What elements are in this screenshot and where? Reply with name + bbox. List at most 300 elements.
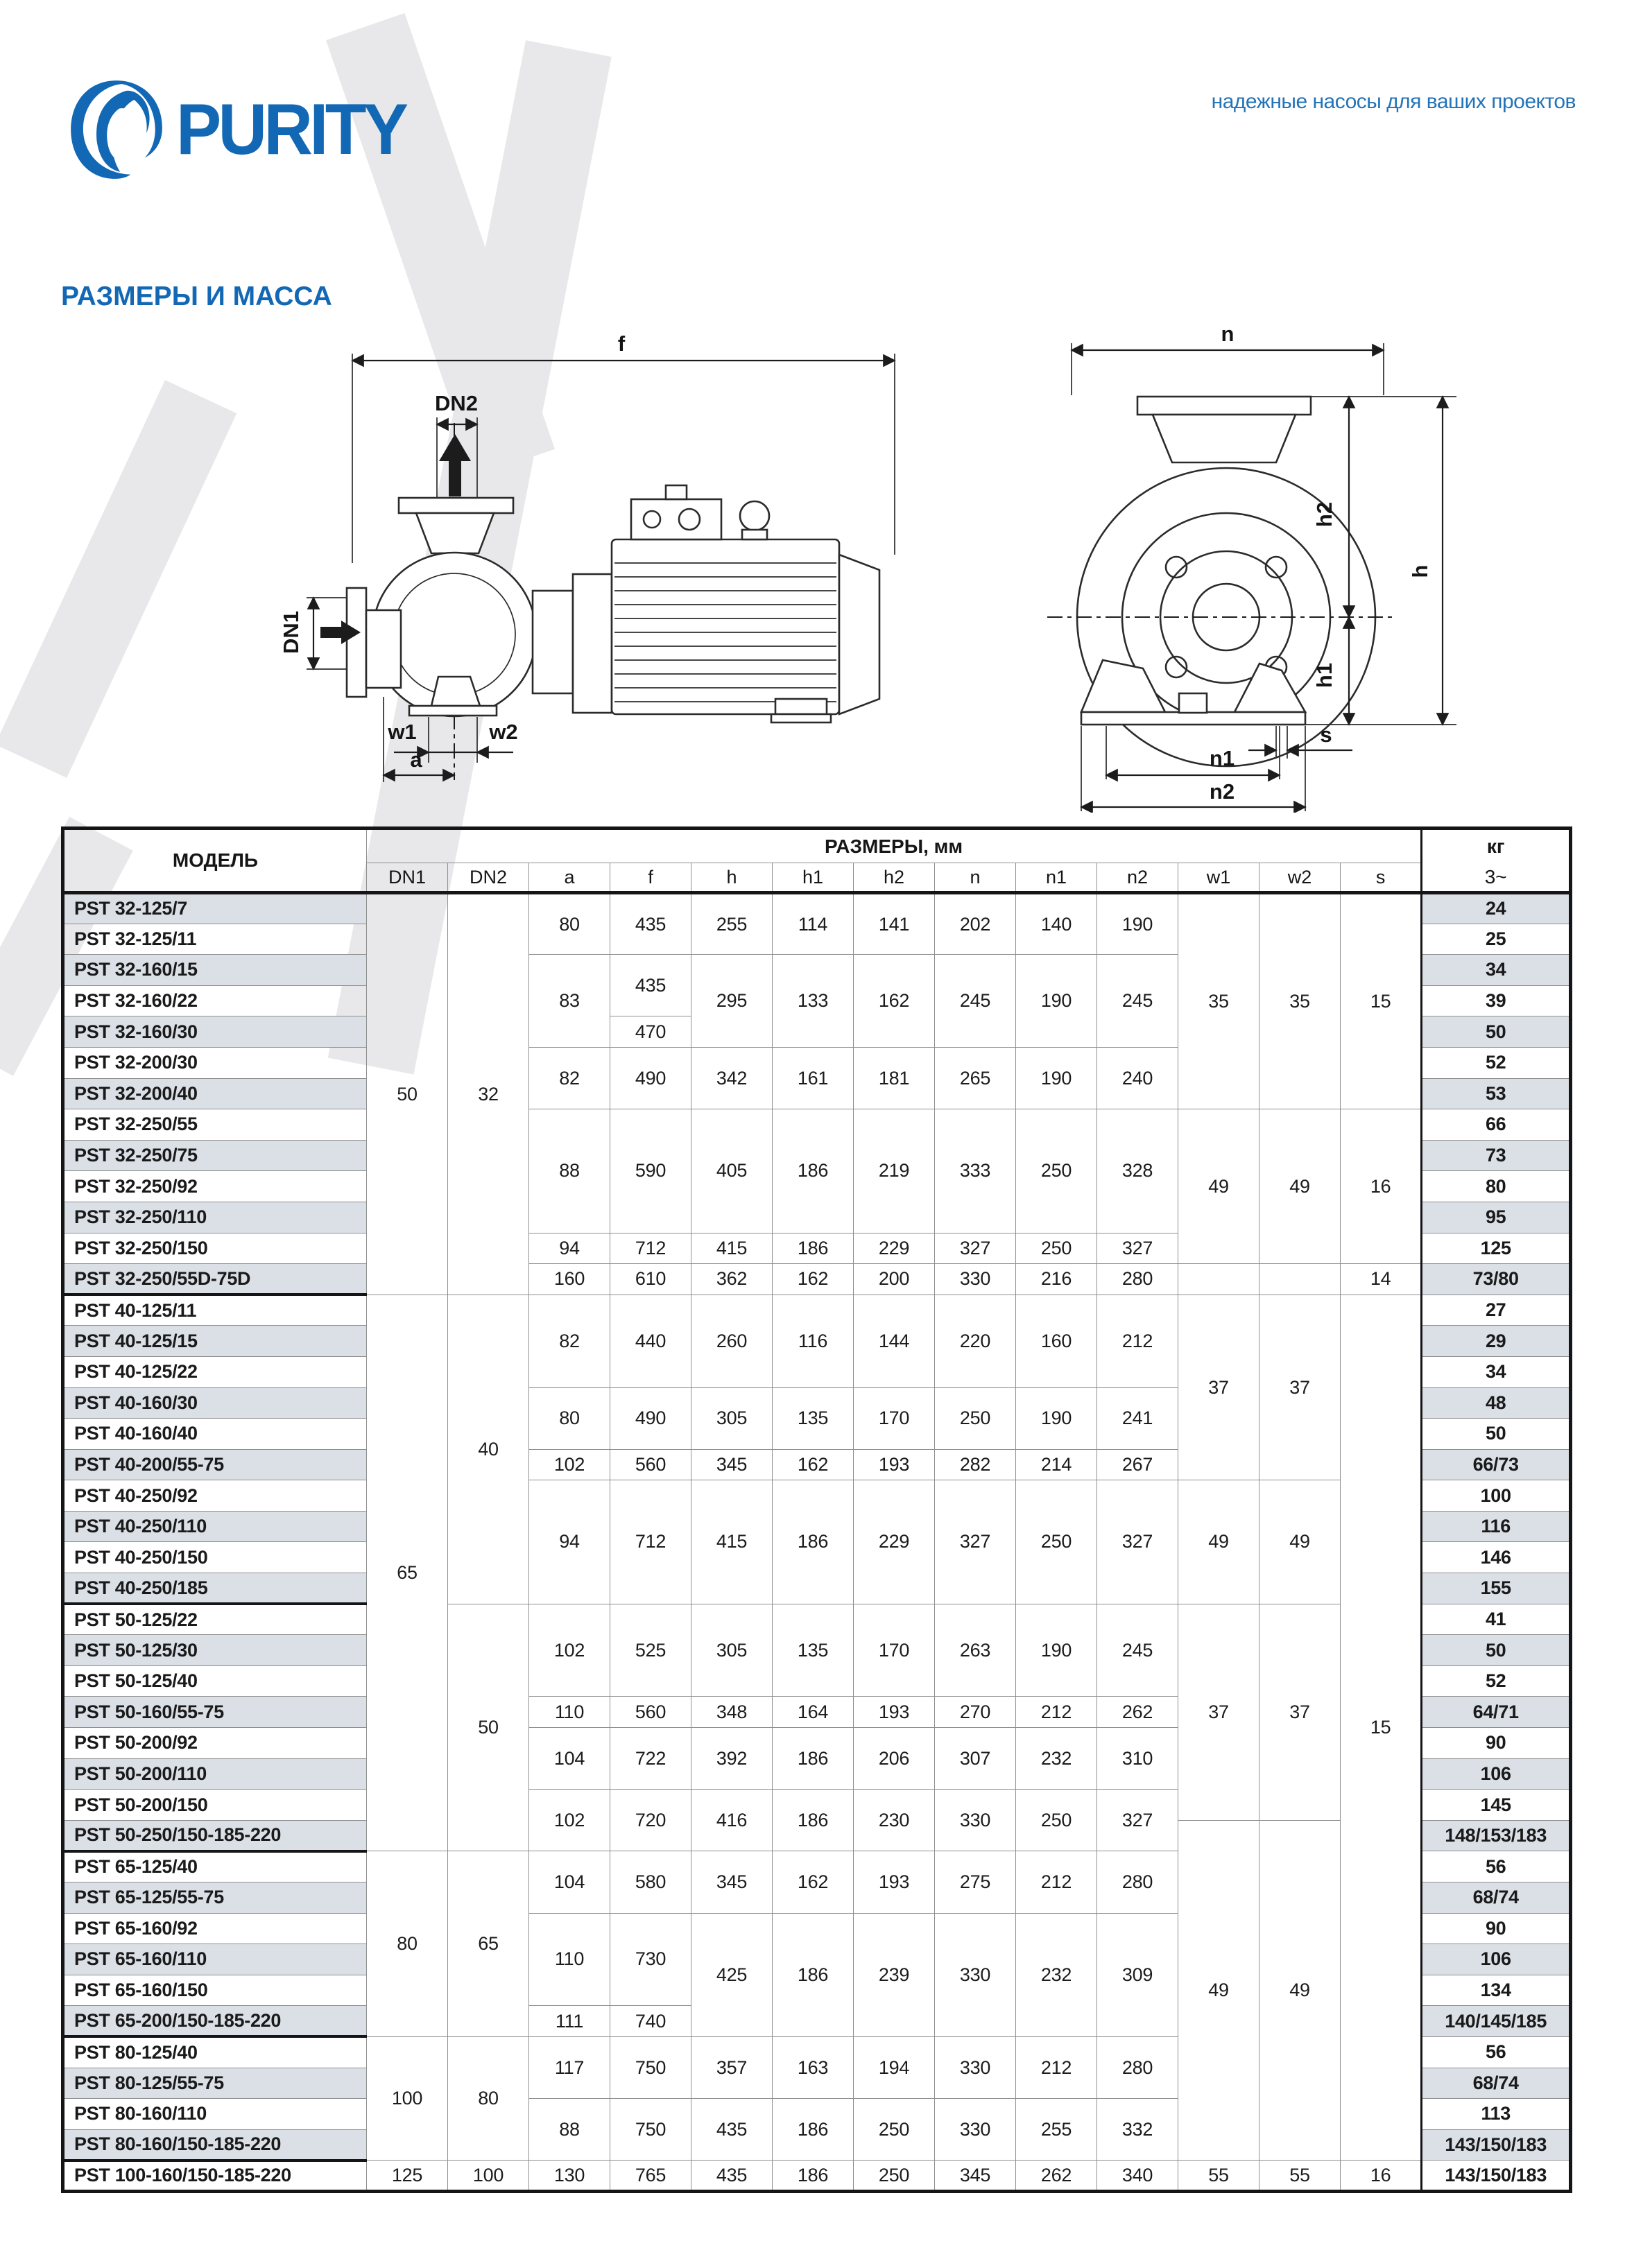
dim-cell-f: 560 bbox=[610, 1449, 691, 1480]
dim-cell-h: 435 bbox=[691, 2099, 773, 2161]
dim-cell-n2: 190 bbox=[1097, 893, 1178, 955]
dim-label-f: f bbox=[617, 331, 626, 356]
dim-cell-h1: 116 bbox=[773, 1295, 854, 1387]
dim-cell-w1: 35 bbox=[1178, 893, 1259, 1109]
dim-cell-h1: 161 bbox=[773, 1047, 854, 1109]
dim-cell-f: 435 bbox=[610, 893, 691, 955]
dim-cell-dn2: 50 bbox=[448, 1604, 529, 1851]
dim-cell-dn2: 40 bbox=[448, 1295, 529, 1604]
model-cell: PST 32-250/110 bbox=[63, 1202, 367, 1233]
model-cell: PST 32-250/75 bbox=[63, 1140, 367, 1171]
brand-logo bbox=[64, 75, 420, 184]
weight-cell: 134 bbox=[1422, 1975, 1571, 2006]
weight-cell: 155 bbox=[1422, 1573, 1571, 1604]
dim-cell-h: 415 bbox=[691, 1233, 773, 1264]
dim-cell-f: 750 bbox=[610, 2036, 691, 2098]
col-header-DN2: DN2 bbox=[448, 863, 529, 893]
weight-phase-label: 3~ bbox=[1484, 866, 1507, 888]
pump-front-view-drawing bbox=[1006, 313, 1491, 813]
dim-cell-h: 305 bbox=[691, 1604, 773, 1697]
weight-cell: 146 bbox=[1422, 1542, 1571, 1573]
col-header-w2: w2 bbox=[1259, 863, 1341, 893]
model-column-header: МОДЕЛЬ bbox=[63, 829, 367, 893]
table-row bbox=[63, 1109, 1571, 1141]
weight-cell: 113 bbox=[1422, 2099, 1571, 2130]
table-row bbox=[63, 2161, 1571, 2192]
model-cell: PST 50-200/150 bbox=[63, 1790, 367, 1821]
dim-cell-h1: 135 bbox=[773, 1387, 854, 1449]
dim-cell-h2: 193 bbox=[854, 1697, 935, 1728]
col-header-a: a bbox=[529, 863, 610, 893]
model-cell: PST 50-125/22 bbox=[63, 1604, 367, 1635]
dim-cell-n: 307 bbox=[935, 1728, 1016, 1790]
dim-cell-f: 722 bbox=[610, 1728, 691, 1790]
model-cell: PST 32-200/30 bbox=[63, 1047, 367, 1078]
dim-cell-f: 525 bbox=[610, 1604, 691, 1697]
dim-cell-w2: 55 bbox=[1259, 2161, 1341, 2192]
weight-cell: 34 bbox=[1422, 955, 1571, 986]
weight-cell: 106 bbox=[1422, 1944, 1571, 1975]
dim-label-h: h bbox=[1408, 564, 1432, 578]
weight-cell: 25 bbox=[1422, 924, 1571, 955]
weight-cell: 143/150/183 bbox=[1422, 2129, 1571, 2161]
weight-cell: 73/80 bbox=[1422, 1264, 1571, 1295]
weight-cell: 53 bbox=[1422, 1078, 1571, 1109]
dim-cell-n1: 190 bbox=[1016, 1047, 1097, 1109]
dim-cell-n: 330 bbox=[935, 1264, 1016, 1295]
dim-cell-h1: 163 bbox=[773, 2036, 854, 2098]
model-cell: PST 32-160/30 bbox=[63, 1016, 367, 1048]
dim-cell-a: 111 bbox=[529, 2006, 610, 2037]
dim-cell-h: 305 bbox=[691, 1387, 773, 1449]
dim-cell-h1: 186 bbox=[773, 1790, 854, 1851]
dim-label-dn1: DN1 bbox=[279, 610, 303, 655]
dim-cell-a: 80 bbox=[529, 893, 610, 955]
pump-casing bbox=[347, 498, 536, 716]
dim-cell-h2: 162 bbox=[854, 955, 935, 1048]
dim-cell-n1: 212 bbox=[1016, 2036, 1097, 2098]
dim-cell-dn1: 100 bbox=[367, 2036, 448, 2160]
dim-cell-dn1: 80 bbox=[367, 1851, 448, 2037]
weight-cell: 50 bbox=[1422, 1635, 1571, 1666]
model-cell: PST 40-250/185 bbox=[63, 1573, 367, 1604]
weight-cell: 50 bbox=[1422, 1419, 1571, 1450]
dim-cell-n1: 232 bbox=[1016, 1728, 1097, 1790]
dim-cell-h: 348 bbox=[691, 1697, 773, 1728]
pump-side-view-drawing bbox=[277, 319, 922, 790]
dim-cell-n2: 245 bbox=[1097, 955, 1178, 1048]
dim-cell-s: 14 bbox=[1341, 1264, 1422, 1295]
dim-cell-h1: 186 bbox=[773, 2161, 854, 2192]
model-cell: PST 32-250/55D-75D bbox=[63, 1264, 367, 1295]
weight-cell: 48 bbox=[1422, 1387, 1571, 1419]
model-cell: PST 32-250/150 bbox=[63, 1233, 367, 1264]
model-cell: PST 50-160/55-75 bbox=[63, 1697, 367, 1728]
dim-label-w2: w2 bbox=[489, 720, 518, 744]
model-cell: PST 32-200/40 bbox=[63, 1078, 367, 1109]
dim-cell-n: 265 bbox=[935, 1047, 1016, 1109]
brand-name: PURITY bbox=[176, 89, 406, 170]
col-header-h2: h2 bbox=[854, 863, 935, 893]
weight-cell: 148/153/183 bbox=[1422, 1820, 1571, 1851]
dim-cell-h2: 144 bbox=[854, 1295, 935, 1387]
dim-cell-h2: 229 bbox=[854, 1233, 935, 1264]
model-cell: PST 40-125/22 bbox=[63, 1356, 367, 1387]
dim-cell-w2: 37 bbox=[1259, 1604, 1341, 1820]
model-cell: PST 50-125/40 bbox=[63, 1665, 367, 1697]
dim-cell-n: 282 bbox=[935, 1449, 1016, 1480]
dim-cell-n: 330 bbox=[935, 2036, 1016, 2098]
weight-cell: 143/150/183 bbox=[1422, 2161, 1571, 2192]
model-cell: PST 40-200/55-75 bbox=[63, 1449, 367, 1480]
dim-cell-h2: 170 bbox=[854, 1387, 935, 1449]
col-header-n2: n2 bbox=[1097, 863, 1178, 893]
dim-cell-n1: 232 bbox=[1016, 1913, 1097, 2036]
col-header-s: s bbox=[1341, 863, 1422, 893]
watermark-stripe bbox=[0, 380, 237, 778]
dim-cell-a: 94 bbox=[529, 1480, 610, 1604]
dim-cell-f: 730 bbox=[610, 1913, 691, 2006]
dim-cell-w2: 37 bbox=[1259, 1295, 1341, 1480]
dim-cell-a: 80 bbox=[529, 1387, 610, 1449]
dim-cell-n1: 190 bbox=[1016, 1604, 1097, 1697]
dim-cell-h: 342 bbox=[691, 1047, 773, 1109]
dimension-dn2 bbox=[435, 391, 478, 498]
dim-cell-n1: 214 bbox=[1016, 1449, 1097, 1480]
dim-cell-n2: 332 bbox=[1097, 2099, 1178, 2161]
dim-cell-h2: 141 bbox=[854, 893, 935, 955]
dim-cell-n1: 262 bbox=[1016, 2161, 1097, 2192]
dim-cell-n: 263 bbox=[935, 1604, 1016, 1697]
dim-cell-n2: 280 bbox=[1097, 2036, 1178, 2098]
dim-cell-n2: 280 bbox=[1097, 1851, 1178, 1913]
dim-cell-n2: 262 bbox=[1097, 1697, 1178, 1728]
dim-cell-n1: 216 bbox=[1016, 1264, 1097, 1295]
dim-cell-n: 275 bbox=[935, 1851, 1016, 1913]
col-header-h: h bbox=[691, 863, 773, 893]
dim-cell-a: 160 bbox=[529, 1264, 610, 1295]
model-cell: PST 32-250/55 bbox=[63, 1109, 367, 1141]
dim-cell-n2: 267 bbox=[1097, 1449, 1178, 1480]
dim-cell-h1: 186 bbox=[773, 1109, 854, 1233]
dim-cell-h1: 133 bbox=[773, 955, 854, 1048]
model-cell: PST 50-250/150-185-220 bbox=[63, 1820, 367, 1851]
weight-cell: 41 bbox=[1422, 1604, 1571, 1635]
dim-cell-f: 440 bbox=[610, 1295, 691, 1387]
dim-cell-h1: 186 bbox=[773, 2099, 854, 2161]
table-header bbox=[63, 829, 1571, 893]
dim-cell-a: 94 bbox=[529, 1233, 610, 1264]
dim-cell-h1: 164 bbox=[773, 1697, 854, 1728]
dim-cell-h2: 229 bbox=[854, 1480, 935, 1604]
dim-label-a: a bbox=[410, 747, 422, 772]
dim-cell-a: 88 bbox=[529, 1109, 610, 1233]
dim-cell-h1: 186 bbox=[773, 1233, 854, 1264]
dim-cell-w1: 49 bbox=[1178, 1480, 1259, 1604]
dim-cell-w2: 49 bbox=[1259, 1480, 1341, 1604]
weight-cell: 39 bbox=[1422, 985, 1571, 1016]
dim-cell-s: 16 bbox=[1341, 2161, 1422, 2192]
dim-cell-n: 330 bbox=[935, 1790, 1016, 1851]
dim-cell-h: 415 bbox=[691, 1480, 773, 1604]
model-cell: PST 65-160/150 bbox=[63, 1975, 367, 2006]
dim-cell-n1: 255 bbox=[1016, 2099, 1097, 2161]
col-header-f: f bbox=[610, 863, 691, 893]
weight-cell: 24 bbox=[1422, 893, 1571, 924]
dim-cell-n: 220 bbox=[935, 1295, 1016, 1387]
model-cell: PST 32-160/15 bbox=[63, 955, 367, 986]
dim-cell-h: 405 bbox=[691, 1109, 773, 1233]
terminal-box bbox=[631, 499, 721, 539]
table-row bbox=[63, 1295, 1571, 1326]
dim-cell-n1: 140 bbox=[1016, 893, 1097, 955]
dim-cell-h1: 162 bbox=[773, 1851, 854, 1913]
weight-cell: 145 bbox=[1422, 1790, 1571, 1821]
dim-cell-n2: 212 bbox=[1097, 1295, 1178, 1387]
dim-cell-h2: 193 bbox=[854, 1449, 935, 1480]
col-header-h1: h1 bbox=[773, 863, 854, 893]
dimensions-table bbox=[61, 826, 1572, 2193]
model-cell: PST 65-160/92 bbox=[63, 1913, 367, 1944]
model-cell: PST 32-160/22 bbox=[63, 985, 367, 1016]
weight-cell: 95 bbox=[1422, 1202, 1571, 1233]
dim-cell-n: 327 bbox=[935, 1233, 1016, 1264]
dim-cell-h: 435 bbox=[691, 2161, 773, 2192]
model-cell: PST 40-160/30 bbox=[63, 1387, 367, 1419]
pump-front-casing bbox=[1047, 397, 1394, 766]
dim-cell-n2: 280 bbox=[1097, 1264, 1178, 1295]
model-cell: PST 50-200/110 bbox=[63, 1758, 367, 1790]
dim-cell-n: 202 bbox=[935, 893, 1016, 955]
dim-cell-w1: 55 bbox=[1178, 2161, 1259, 2192]
dim-cell-h: 392 bbox=[691, 1728, 773, 1790]
dim-cell-w2: 49 bbox=[1259, 1109, 1341, 1264]
dim-cell-dn2: 100 bbox=[448, 2161, 529, 2192]
lifting-eye bbox=[740, 501, 769, 530]
dim-cell-f: 580 bbox=[610, 1851, 691, 1913]
dim-label-s: s bbox=[1320, 722, 1332, 747]
col-header-n: n bbox=[935, 863, 1016, 893]
dim-cell-a: 104 bbox=[529, 1851, 610, 1913]
weight-cell: 90 bbox=[1422, 1728, 1571, 1759]
dim-cell-f: 750 bbox=[610, 2099, 691, 2161]
table-row bbox=[63, 893, 1571, 924]
dim-cell-n: 333 bbox=[935, 1109, 1016, 1233]
model-cell: PST 32-250/92 bbox=[63, 1171, 367, 1202]
dim-cell-n1: 250 bbox=[1016, 1790, 1097, 1851]
dim-cell-h1: 135 bbox=[773, 1604, 854, 1697]
dim-cell-h2: 250 bbox=[854, 2161, 935, 2192]
dim-cell-n2: 245 bbox=[1097, 1604, 1178, 1697]
dim-cell-h2: 206 bbox=[854, 1728, 935, 1790]
dim-cell-n: 330 bbox=[935, 2099, 1016, 2161]
dim-cell-n: 245 bbox=[935, 955, 1016, 1048]
model-cell: PST 65-200/150-185-220 bbox=[63, 2006, 367, 2037]
dim-cell-h2: 170 bbox=[854, 1604, 935, 1697]
dim-cell-h: 345 bbox=[691, 1851, 773, 1913]
weight-cell: 64/71 bbox=[1422, 1697, 1571, 1728]
weight-cell: 29 bbox=[1422, 1326, 1571, 1357]
dim-label-dn2: DN2 bbox=[434, 391, 479, 415]
dim-cell-n: 330 bbox=[935, 1913, 1016, 2036]
dim-cell-f: 712 bbox=[610, 1480, 691, 1604]
dim-cell-n2: 327 bbox=[1097, 1233, 1178, 1264]
dim-cell-dn2: 65 bbox=[448, 1851, 529, 2037]
dim-cell-n2: 309 bbox=[1097, 1913, 1178, 2036]
dim-cell-f: 765 bbox=[610, 2161, 691, 2192]
purity-logo-icon bbox=[64, 75, 169, 184]
dim-cell-n1: 250 bbox=[1016, 1480, 1097, 1604]
dim-cell-n1: 190 bbox=[1016, 955, 1097, 1048]
dim-cell-s: 15 bbox=[1341, 1295, 1422, 2161]
weight-cell: 66/73 bbox=[1422, 1449, 1571, 1480]
dim-label-w1: w1 bbox=[388, 720, 417, 744]
dim-cell-h: 255 bbox=[691, 893, 773, 955]
dim-cell-s: 15 bbox=[1341, 893, 1422, 1109]
dim-cell-w2 bbox=[1259, 1264, 1341, 1295]
weight-cell: 34 bbox=[1422, 1356, 1571, 1387]
dim-cell-f: 610 bbox=[610, 1264, 691, 1295]
dim-cell-h: 357 bbox=[691, 2036, 773, 2098]
dim-cell-h2: 194 bbox=[854, 2036, 935, 2098]
dim-cell-f: 490 bbox=[610, 1387, 691, 1449]
weight-cell: 27 bbox=[1422, 1295, 1571, 1326]
dim-cell-h2: 193 bbox=[854, 1851, 935, 1913]
dim-cell-h: 362 bbox=[691, 1264, 773, 1295]
model-cell: PST 80-125/55-75 bbox=[63, 2068, 367, 2099]
dim-cell-h2: 230 bbox=[854, 1790, 935, 1851]
dim-cell-w1: 37 bbox=[1178, 1604, 1259, 1820]
dim-cell-a: 102 bbox=[529, 1604, 610, 1697]
dim-cell-h1: 162 bbox=[773, 1449, 854, 1480]
dim-cell-n: 327 bbox=[935, 1480, 1016, 1604]
dim-cell-a: 83 bbox=[529, 955, 610, 1048]
col-header-w1: w1 bbox=[1178, 863, 1259, 893]
dim-cell-h2: 200 bbox=[854, 1264, 935, 1295]
dim-cell-n: 345 bbox=[935, 2161, 1016, 2192]
col-header-DN1: DN1 bbox=[367, 863, 448, 893]
model-cell: PST 65-125/55-75 bbox=[63, 1882, 367, 1914]
dim-label-n: n bbox=[1221, 322, 1235, 346]
page-title: РАЗМЕРЫ И МАССА bbox=[61, 282, 332, 311]
dim-cell-n2: 241 bbox=[1097, 1387, 1178, 1449]
model-cell: PST 40-250/92 bbox=[63, 1480, 367, 1512]
dim-cell-w2: 35 bbox=[1259, 893, 1341, 1109]
weight-cell: 66 bbox=[1422, 1109, 1571, 1141]
dim-cell-n1: 160 bbox=[1016, 1295, 1097, 1387]
weight-cell: 68/74 bbox=[1422, 2068, 1571, 2099]
model-cell: PST 40-160/40 bbox=[63, 1419, 367, 1450]
model-cell: PST 32-125/11 bbox=[63, 924, 367, 955]
dim-cell-a: 102 bbox=[529, 1790, 610, 1851]
dim-cell-f: 740 bbox=[610, 2006, 691, 2037]
dim-cell-n1: 250 bbox=[1016, 1109, 1097, 1233]
dim-cell-f: 470 bbox=[610, 1016, 691, 1048]
weight-cell: 56 bbox=[1422, 2036, 1571, 2068]
weight-column-header bbox=[1422, 829, 1571, 893]
dim-cell-a: 102 bbox=[529, 1449, 610, 1480]
dim-cell-dn2: 80 bbox=[448, 2036, 529, 2160]
dim-cell-f: 435 bbox=[610, 955, 691, 1016]
dim-cell-dn1: 65 bbox=[367, 1295, 448, 1851]
weight-cell: 73 bbox=[1422, 1140, 1571, 1171]
dim-cell-h: 416 bbox=[691, 1790, 773, 1851]
weight-cell: 68/74 bbox=[1422, 1882, 1571, 1914]
dim-cell-n2: 240 bbox=[1097, 1047, 1178, 1109]
dim-cell-h: 295 bbox=[691, 955, 773, 1048]
motor-rear-cap bbox=[839, 555, 879, 714]
model-cell: PST 100-160/150-185-220 bbox=[63, 2161, 367, 2192]
dim-cell-n1: 190 bbox=[1016, 1387, 1097, 1449]
table-body bbox=[63, 893, 1571, 2192]
model-cell: PST 40-125/15 bbox=[63, 1326, 367, 1357]
dim-cell-w1 bbox=[1178, 1264, 1259, 1295]
dim-cell-h: 345 bbox=[691, 1449, 773, 1480]
dim-cell-n2: 327 bbox=[1097, 1480, 1178, 1604]
weight-cell: 50 bbox=[1422, 1016, 1571, 1048]
model-cell: PST 32-125/7 bbox=[63, 893, 367, 924]
dim-cell-h2: 219 bbox=[854, 1109, 935, 1233]
weight-cell: 116 bbox=[1422, 1511, 1571, 1542]
dimensions-group-header: РАЗМЕРЫ, мм bbox=[367, 829, 1422, 863]
model-cell: PST 40-250/150 bbox=[63, 1542, 367, 1573]
model-cell: PST 65-160/110 bbox=[63, 1944, 367, 1975]
dim-cell-h2: 250 bbox=[854, 2099, 935, 2161]
dim-cell-h1: 186 bbox=[773, 1480, 854, 1604]
dim-cell-n: 270 bbox=[935, 1697, 1016, 1728]
dim-cell-w1: 37 bbox=[1178, 1295, 1259, 1480]
dim-cell-a: 88 bbox=[529, 2099, 610, 2161]
dim-cell-a: 82 bbox=[529, 1047, 610, 1109]
dim-cell-w1: 49 bbox=[1178, 1109, 1259, 1264]
dimension-n bbox=[1072, 322, 1384, 395]
dim-cell-h2: 181 bbox=[854, 1047, 935, 1109]
model-cell: PST 40-125/11 bbox=[63, 1295, 367, 1326]
dim-cell-a: 82 bbox=[529, 1295, 610, 1387]
weight-cell: 56 bbox=[1422, 1851, 1571, 1882]
dim-cell-f: 560 bbox=[610, 1697, 691, 1728]
dim-cell-a: 117 bbox=[529, 2036, 610, 2098]
model-cell: PST 50-200/92 bbox=[63, 1728, 367, 1759]
dim-cell-n2: 310 bbox=[1097, 1728, 1178, 1790]
dim-cell-h2: 239 bbox=[854, 1913, 935, 2036]
dim-label-h1: h1 bbox=[1312, 662, 1336, 689]
dim-cell-h1: 114 bbox=[773, 893, 854, 955]
dim-label-n1: n1 bbox=[1209, 746, 1235, 770]
dim-cell-n2: 327 bbox=[1097, 1790, 1178, 1851]
weight-cell: 140/145/185 bbox=[1422, 2006, 1571, 2037]
model-cell: PST 50-125/30 bbox=[63, 1635, 367, 1666]
dim-cell-n2: 340 bbox=[1097, 2161, 1178, 2192]
dim-cell-h1: 162 bbox=[773, 1264, 854, 1295]
dim-cell-n: 250 bbox=[935, 1387, 1016, 1449]
model-cell: PST 40-250/110 bbox=[63, 1511, 367, 1542]
dim-cell-a: 104 bbox=[529, 1728, 610, 1790]
dim-cell-w2: 49 bbox=[1259, 1820, 1341, 2161]
dim-cell-n2: 328 bbox=[1097, 1109, 1178, 1233]
model-cell: PST 80-160/150-185-220 bbox=[63, 2129, 367, 2161]
dim-cell-dn1: 50 bbox=[367, 893, 448, 1295]
model-cell: PST 65-125/40 bbox=[63, 1851, 367, 1882]
dim-cell-w1: 49 bbox=[1178, 1820, 1259, 2161]
dim-cell-n1: 250 bbox=[1016, 1233, 1097, 1264]
dim-cell-f: 490 bbox=[610, 1047, 691, 1109]
dim-cell-a: 110 bbox=[529, 1697, 610, 1728]
weight-cell: 90 bbox=[1422, 1913, 1571, 1944]
table-row bbox=[63, 1264, 1571, 1295]
weight-cell: 125 bbox=[1422, 1233, 1571, 1264]
dim-cell-f: 712 bbox=[610, 1233, 691, 1264]
